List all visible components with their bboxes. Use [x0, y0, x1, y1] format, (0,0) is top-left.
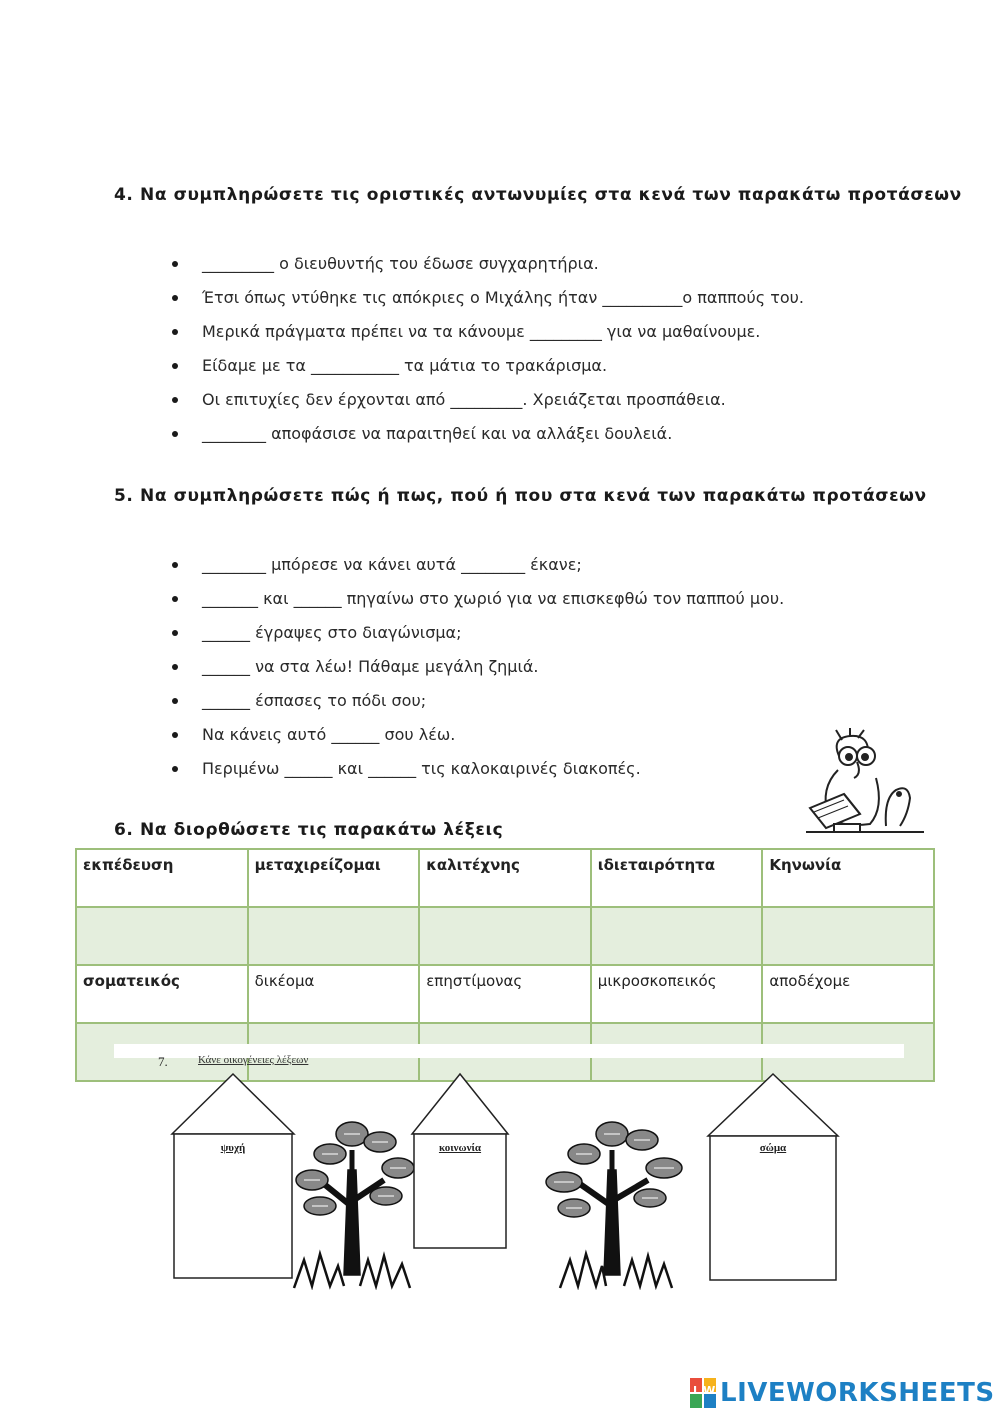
bullet-icon [172, 431, 178, 437]
answer-cell[interactable] [248, 907, 420, 965]
section-5-heading: 5. Να συμπληρώσετε πώς ή πως, πού ή που στα κενά των παρακάτω προτάσεων [114, 486, 927, 506]
table-cell: ιδιεταιρότητα [591, 849, 763, 907]
tree-illustration [540, 1110, 690, 1294]
list-item: Μερικά πράγματα πρέπει να τα κάνουμε _________ για να μαθαίνουμε. [170, 321, 804, 355]
section-7-title: Κάνε οικογένειες λέξεων [198, 1054, 309, 1066]
table-cell: Κηνωνία [762, 849, 934, 907]
answer-cell[interactable] [419, 907, 591, 965]
section-5-list [170, 554, 784, 792]
liveworksheets-logo[interactable] [690, 1376, 995, 1410]
bullet-icon [172, 329, 178, 335]
logo-badge-text: LW [693, 1384, 720, 1397]
list-item: ________ μπόρεσε να κάνει αυτά ________ έκανε; [170, 554, 784, 588]
owl-reading-illustration [800, 728, 930, 842]
house-psyche [170, 1072, 296, 1282]
list-item: ______ έγραψες στο διαγώνισμα; [170, 622, 784, 656]
section-6-heading: 6. Να διορθώσετε τις παρακάτω λέξεις [114, 820, 504, 840]
bullet-icon [172, 363, 178, 369]
house-label: ψυχή [220, 1142, 246, 1154]
list-item: ______ να στα λέω! Πάθαμε μεγάλη ζημιά. [170, 656, 784, 690]
bullet-icon [172, 698, 178, 704]
list-item: _________ ο διευθυντής του έδωσε συγχαρητήρια. [170, 253, 804, 287]
answer-cell[interactable] [762, 907, 934, 965]
bullet-icon [172, 562, 178, 568]
table-row [76, 849, 934, 907]
list-item: Να κάνεις αυτό ______ σου λέω. [170, 724, 784, 758]
list-item: _______ και ______ πηγαίνω στο χωριό για να επισκεφθώ τον παππού μου. [170, 588, 784, 622]
list-item: Είδαμε με τα ___________ τα μάτια το τρακάρισμα. [170, 355, 804, 389]
list-item: ______ έσπασες το πόδι σου; [170, 690, 784, 724]
tree-icon [540, 1110, 690, 1290]
section-4-heading: 4. Να συμπληρώσετε τις οριστικές αντωνυμίες στα κενά των παρακάτω προτάσεων [114, 185, 962, 205]
tree-illustration [290, 1110, 420, 1294]
section-7-number: 7. [158, 1054, 168, 1069]
bullet-icon [172, 664, 178, 670]
answer-cell[interactable] [591, 907, 763, 965]
bullet-icon [172, 261, 178, 267]
table-row-answers [76, 907, 934, 965]
table-cell: καλιτέχνης [419, 849, 591, 907]
table-row [76, 965, 934, 1023]
owl-icon [800, 728, 930, 838]
table-cell: επηστίμονας [419, 965, 591, 1023]
table-cell: σοματεικός [76, 965, 248, 1023]
list-item: Οι επιτυχίες δεν έρχονται από _________. Χρειάζεται προσπάθεια. [170, 389, 804, 423]
table-cell: μικροσκοπεικός [591, 965, 763, 1023]
house-answer-area[interactable] [178, 1162, 288, 1272]
house-answer-area[interactable] [714, 1162, 832, 1274]
bullet-icon [172, 630, 178, 636]
list-item: ________ αποφάσισε να παραιτηθεί και να αλλάξει δουλειά. [170, 423, 804, 457]
bullet-icon [172, 295, 178, 301]
section-4-list [170, 253, 804, 457]
list-item: Έτσι όπως ντύθηκε τις απόκριες ο Μιχάλης ήταν __________ο παππούς του. [170, 287, 804, 321]
bullet-icon [172, 732, 178, 738]
table-cell: μεταχιρείζομαι [248, 849, 420, 907]
bullet-icon [172, 766, 178, 772]
table-cell: αποδέχομε [762, 965, 934, 1023]
list-item: Περιμένω ______ και ______ τις καλοκαιρινές διακοπές. [170, 758, 784, 792]
house-soma [706, 1072, 840, 1284]
house-label: σώμα [759, 1142, 787, 1154]
bullet-icon [172, 596, 178, 602]
house-answer-area[interactable] [418, 1162, 502, 1242]
answer-cell[interactable] [76, 907, 248, 965]
table-cell: δικέομα [248, 965, 420, 1023]
bullet-icon [172, 397, 178, 403]
tree-icon [290, 1110, 420, 1290]
logo-text: LIVEWORKSHEETS [720, 1378, 995, 1408]
house-koinonia [410, 1072, 510, 1252]
house-label: κοινωνία [438, 1142, 482, 1154]
table-cell: εκπέδευση [76, 849, 248, 907]
